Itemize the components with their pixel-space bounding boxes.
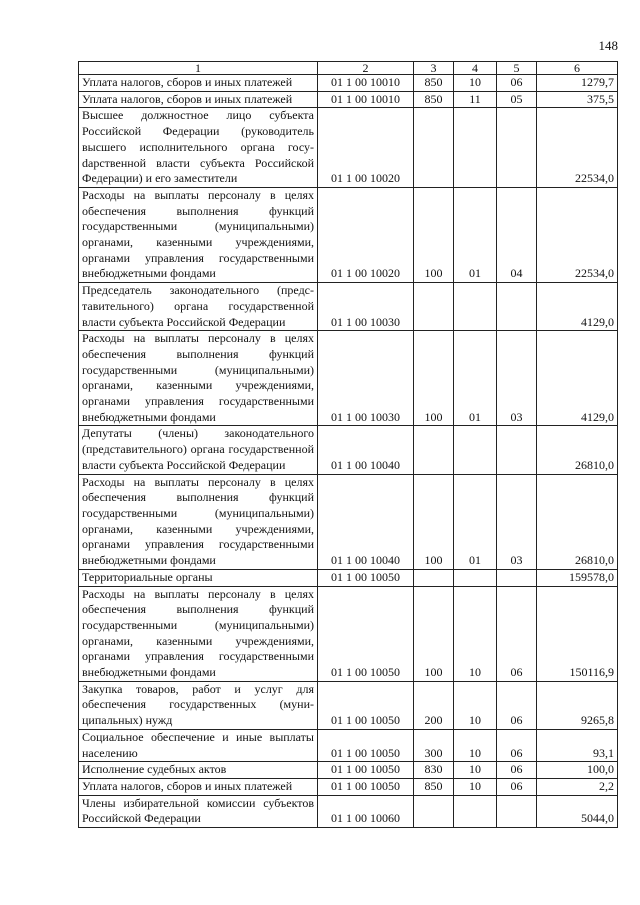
header-row — [79, 62, 618, 75]
row-name: Депутаты (члены) законодательного (представительного) органа государственной власти субъекта Российской Федерации — [79, 426, 318, 474]
row-code: 01 1 00 10050 — [318, 729, 414, 761]
budget-table — [78, 61, 618, 828]
header-col-1: 1 — [79, 62, 318, 75]
row-expense-type: 830 — [414, 762, 454, 779]
row-subsection: 06 — [497, 729, 537, 761]
table-row — [79, 187, 618, 282]
row-subsection — [497, 795, 537, 827]
row-expense-type: 850 — [414, 91, 454, 108]
row-amount: 2,2 — [537, 778, 618, 795]
row-amount: 22534,0 — [537, 187, 618, 282]
row-expense-type: 200 — [414, 681, 454, 729]
row-expense-type: 100 — [414, 331, 454, 426]
row-subsection — [497, 569, 537, 586]
row-expense-type — [414, 108, 454, 188]
table-row — [79, 778, 618, 795]
row-name: Высшее должностное лицо субъекта Российской Федерации (руководитель высшего исполнительного органа госуdарственной власти субъекта Российской Федерации) и его заместители — [79, 108, 318, 188]
row-name: Уплата налогов, сборов и иных платежей — [79, 91, 318, 108]
row-section: 10 — [454, 762, 497, 779]
row-code: 01 1 00 10020 — [318, 187, 414, 282]
row-expense-type: 850 — [414, 778, 454, 795]
row-section — [454, 569, 497, 586]
row-name: Расходы на выплаты персоналу в целях обеспечения выполнения функций государственными (муниципальными) органами, казенными учреждениями, органами управления государственными внебюджетными фондами — [79, 187, 318, 282]
row-expense-type — [414, 569, 454, 586]
row-amount: 22534,0 — [537, 108, 618, 188]
row-amount: 100,0 — [537, 762, 618, 779]
row-section: 01 — [454, 187, 497, 282]
table-row — [79, 91, 618, 108]
row-subsection — [497, 426, 537, 474]
row-subsection: 03 — [497, 331, 537, 426]
row-subsection: 03 — [497, 474, 537, 569]
row-section — [454, 795, 497, 827]
row-subsection: 05 — [497, 91, 537, 108]
row-section — [454, 283, 497, 331]
row-name: Расходы на выплаты персоналу в целях обеспечения выполнения функций государственными (муниципальными) органами, казенными учреждениями, органами управления государственными внебюджетными фондами — [79, 586, 318, 681]
row-expense-type: 100 — [414, 474, 454, 569]
row-amount: 150116,9 — [537, 586, 618, 681]
row-subsection: 06 — [497, 762, 537, 779]
table-row — [79, 681, 618, 729]
header-col-4: 4 — [454, 62, 497, 75]
row-amount: 4129,0 — [537, 331, 618, 426]
table-row — [79, 283, 618, 331]
row-amount: 159578,0 — [537, 569, 618, 586]
row-code: 01 1 00 10050 — [318, 586, 414, 681]
row-amount: 26810,0 — [537, 474, 618, 569]
header-col-3: 3 — [414, 62, 454, 75]
row-subsection: 06 — [497, 75, 537, 92]
row-code: 01 1 00 10040 — [318, 474, 414, 569]
row-code: 01 1 00 10040 — [318, 426, 414, 474]
page-number: 148 — [598, 38, 618, 53]
row-name: Уплата налогов, сборов и иных платежей — [79, 778, 318, 795]
row-section: 10 — [454, 729, 497, 761]
row-section — [454, 426, 497, 474]
row-name: Расходы на выплаты персоналу в целях обеспечения выполнения функций государственными (муниципальными) органами, казенными учреждениями, органами управления государственными внебюджетными фондами — [79, 474, 318, 569]
row-subsection — [497, 108, 537, 188]
table-row — [79, 426, 618, 474]
row-section: 01 — [454, 331, 497, 426]
row-amount: 375,5 — [537, 91, 618, 108]
row-code: 01 1 00 10050 — [318, 681, 414, 729]
row-name: Социальное обеспечение и иные выплаты населению — [79, 729, 318, 761]
table-row — [79, 75, 618, 92]
row-subsection: 06 — [497, 778, 537, 795]
row-name: Уплата налогов, сборов и иных платежей — [79, 75, 318, 92]
row-amount: 5044,0 — [537, 795, 618, 827]
row-code: 01 1 00 10050 — [318, 778, 414, 795]
table-row — [79, 795, 618, 827]
row-section: 10 — [454, 586, 497, 681]
row-code: 01 1 00 10050 — [318, 762, 414, 779]
row-subsection — [497, 283, 537, 331]
row-name: Председатель законодательного (представительного) органа государственной власти субъекта Российской Федерации — [79, 283, 318, 331]
row-name: Исполнение судебных актов — [79, 762, 318, 779]
table-row — [79, 729, 618, 761]
row-subsection: 06 — [497, 586, 537, 681]
row-section: 10 — [454, 75, 497, 92]
header-col-2: 2 — [318, 62, 414, 75]
row-name: Расходы на выплаты персоналу в целях обеспечения выполнения функций государственными (муниципальными) органами, казенными учреждениями, органами управления государственными внебюджетными фондами — [79, 331, 318, 426]
row-expense-type — [414, 283, 454, 331]
row-code: 01 1 00 10060 — [318, 795, 414, 827]
row-expense-type — [414, 426, 454, 474]
row-name: Территориальные органы — [79, 569, 318, 586]
row-expense-type: 100 — [414, 187, 454, 282]
table-row — [79, 762, 618, 779]
row-expense-type: 300 — [414, 729, 454, 761]
row-expense-type: 850 — [414, 75, 454, 92]
table-row — [79, 569, 618, 586]
row-expense-type: 100 — [414, 586, 454, 681]
row-section: 10 — [454, 681, 497, 729]
row-name: Закупка товаров, работ и услуг для обеспечения государственных (муниципальных) нужд — [79, 681, 318, 729]
row-expense-type — [414, 795, 454, 827]
header-col-5: 5 — [497, 62, 537, 75]
table-row — [79, 108, 618, 188]
table-body — [79, 75, 618, 828]
table-row — [79, 474, 618, 569]
row-code: 01 1 00 10030 — [318, 331, 414, 426]
row-subsection: 06 — [497, 681, 537, 729]
row-subsection: 04 — [497, 187, 537, 282]
row-code: 01 1 00 10020 — [318, 108, 414, 188]
row-amount: 93,1 — [537, 729, 618, 761]
row-section — [454, 108, 497, 188]
table-row — [79, 586, 618, 681]
row-amount: 26810,0 — [537, 426, 618, 474]
row-amount: 1279,7 — [537, 75, 618, 92]
row-name: Члены избирательной комиссии субъектов Российской Федерации — [79, 795, 318, 827]
row-amount: 4129,0 — [537, 283, 618, 331]
row-code: 01 1 00 10010 — [318, 91, 414, 108]
row-amount: 9265,8 — [537, 681, 618, 729]
row-section: 10 — [454, 778, 497, 795]
row-section: 11 — [454, 91, 497, 108]
row-section: 01 — [454, 474, 497, 569]
header-col-6: 6 — [537, 62, 618, 75]
table-row — [79, 331, 618, 426]
row-code: 01 1 00 10030 — [318, 283, 414, 331]
row-code: 01 1 00 10010 — [318, 75, 414, 92]
row-code: 01 1 00 10050 — [318, 569, 414, 586]
